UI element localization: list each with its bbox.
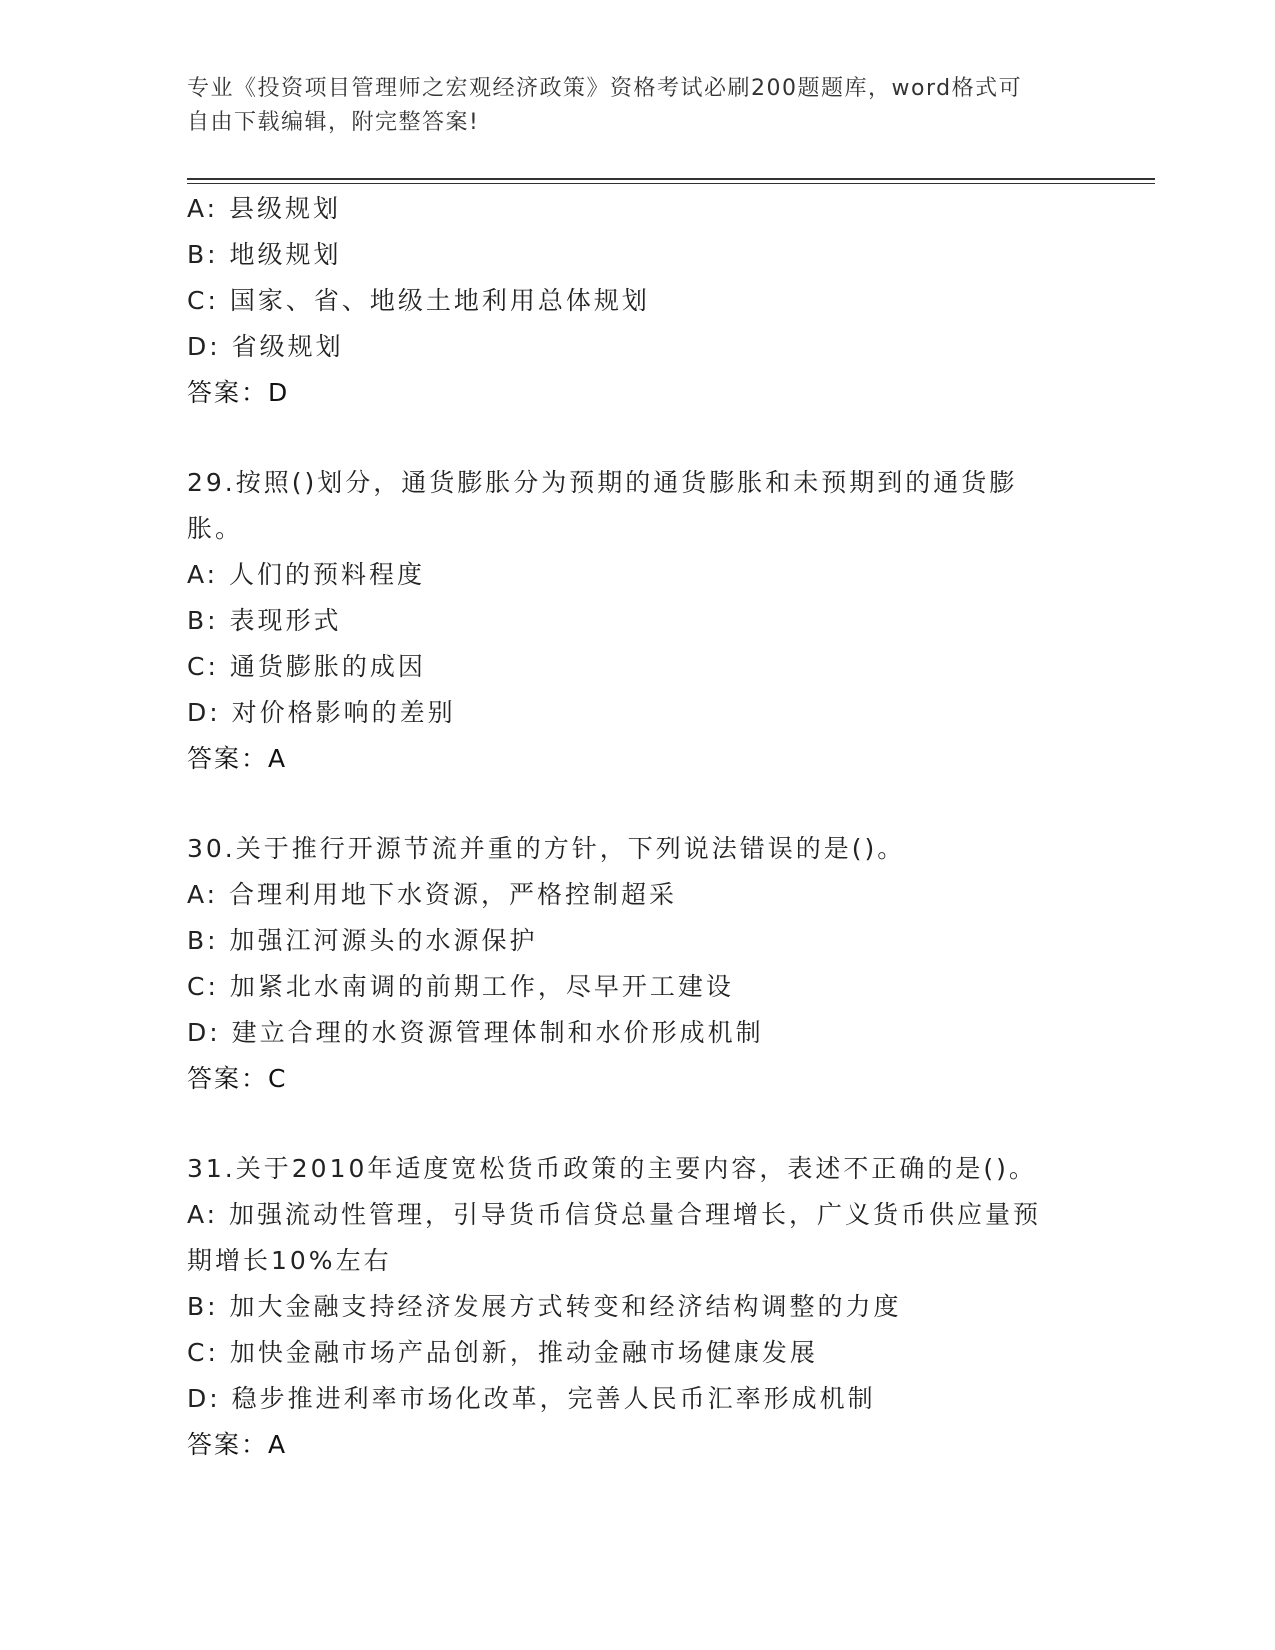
option-a: A: 人们的预料程度 bbox=[187, 560, 426, 589]
answer-line: 答案：D bbox=[187, 378, 290, 407]
answer-line: 答案：A bbox=[187, 744, 288, 773]
question-text: 30.关于推行开源节流并重的方针，下列说法错误的是()。 bbox=[187, 834, 906, 863]
question-text: 31.关于2010年适度宽松货币政策的主要内容，表述不正确的是()。 bbox=[187, 1154, 1037, 1183]
option-a: A: 县级规划 bbox=[187, 194, 342, 223]
answer-line: 答案：A bbox=[187, 1430, 288, 1459]
option-d: D: 建立合理的水资源管理体制和水价形成机制 bbox=[187, 1018, 764, 1047]
question-block bbox=[187, 186, 1077, 416]
option-c: C: 加快金融市场产品创新，推动金融市场健康发展 bbox=[187, 1338, 818, 1367]
header-line-2: 自由下载编辑，附完整答案! bbox=[187, 110, 480, 135]
question-text: 29.按照()划分，通货膨胀分为预期的通货膨胀和未预期到的通货膨胀。 bbox=[187, 468, 1018, 543]
option-b: B: 地级规划 bbox=[187, 240, 342, 269]
option-d: D: 省级规划 bbox=[187, 332, 344, 361]
option-a: A: 合理利用地下水资源，严格控制超采 bbox=[187, 880, 678, 909]
question-block bbox=[187, 826, 1077, 1102]
question-block bbox=[187, 460, 1077, 782]
option-b: B: 加强江河源头的水源保护 bbox=[187, 926, 538, 955]
block-spacer bbox=[187, 782, 1077, 826]
option-b: B: 加大金融支持经济发展方式转变和经济结构调整的力度 bbox=[187, 1292, 902, 1321]
question-block bbox=[187, 1146, 1077, 1468]
option-d: D: 对价格影响的差别 bbox=[187, 698, 456, 727]
option-c: C: 通货膨胀的成因 bbox=[187, 652, 426, 681]
option-b: B: 表现形式 bbox=[187, 606, 342, 635]
option-d: D: 稳步推进利率市场化改革，完善人民币汇率形成机制 bbox=[187, 1384, 876, 1413]
block-spacer bbox=[187, 416, 1077, 460]
header-divider bbox=[187, 178, 1155, 184]
document-header bbox=[187, 72, 1067, 140]
header-line-1: 专业《投资项目管理师之宏观经济政策》资格考试必刷200题题库，word格式可 bbox=[187, 76, 1023, 101]
answer-line: 答案：C bbox=[187, 1064, 288, 1093]
option-c: C: 国家、省、地级土地利用总体规划 bbox=[187, 286, 650, 315]
question-list bbox=[187, 186, 1077, 1468]
block-spacer bbox=[187, 1102, 1077, 1146]
option-c: C: 加紧北水南调的前期工作，尽早开工建设 bbox=[187, 972, 734, 1001]
option-a: A: 加强流动性管理，引导货币信贷总量合理增长，广义货币供应量预期增长10%左右 bbox=[187, 1200, 1042, 1275]
